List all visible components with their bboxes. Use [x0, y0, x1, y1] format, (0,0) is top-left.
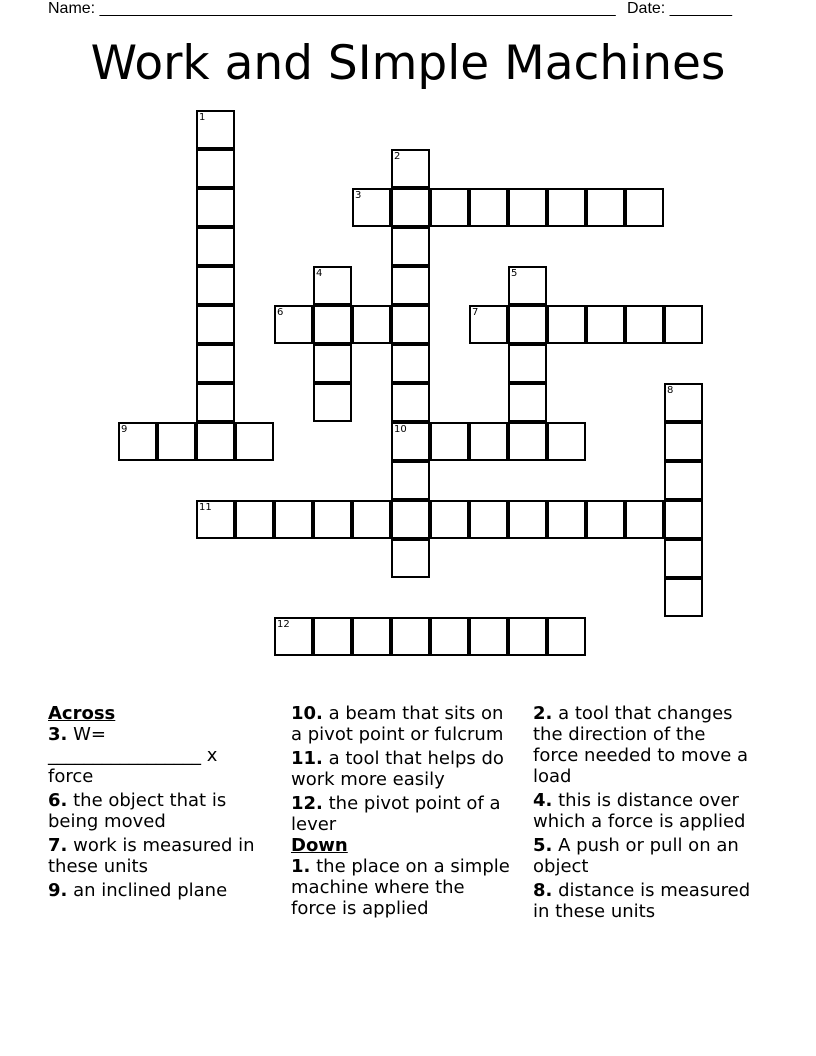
clue-text: work is measured in these units	[48, 835, 255, 877]
clue-number: 5.	[533, 835, 553, 856]
crossword-cell[interactable]	[430, 188, 469, 227]
clue-down-1	[291, 856, 513, 919]
crossword-cell[interactable]	[391, 383, 430, 422]
crossword-cell[interactable]	[196, 344, 235, 383]
crossword-cell[interactable]	[430, 500, 469, 539]
clue-number-label: 1	[199, 112, 206, 123]
clue-number-label: 7	[472, 307, 479, 318]
crossword-cell[interactable]	[313, 344, 352, 383]
crossword-cell[interactable]	[586, 188, 625, 227]
clue-text-force: force	[48, 766, 94, 787]
clue-number: 10.	[291, 703, 323, 724]
crossword-cell[interactable]	[508, 617, 547, 656]
clue-number-label: 10	[394, 424, 407, 435]
crossword-cell[interactable]	[508, 344, 547, 383]
crossword-cell[interactable]	[508, 188, 547, 227]
crossword-cell[interactable]	[625, 305, 664, 344]
crossword-cell[interactable]	[430, 617, 469, 656]
crossword-cell[interactable]	[313, 617, 352, 656]
clue-number-label: 2	[394, 151, 401, 162]
crossword-cell[interactable]	[508, 305, 547, 344]
clue-text: a tool that changes the direction of the force needed to move a load	[533, 703, 749, 787]
crossword-cell[interactable]	[508, 383, 547, 422]
clue-number: 2.	[533, 703, 553, 724]
clue-down-8	[533, 880, 755, 922]
clue-across-3	[48, 724, 270, 787]
crossword-cell[interactable]	[313, 305, 352, 344]
crossword-cell[interactable]	[586, 500, 625, 539]
crossword-cell[interactable]	[625, 188, 664, 227]
crossword-cell[interactable]	[196, 305, 235, 344]
clue-across-11	[291, 748, 513, 790]
clue-text: distance is measured in these units	[533, 880, 751, 922]
crossword-cell[interactable]	[235, 422, 274, 461]
crossword-cell[interactable]	[391, 461, 430, 500]
crossword-cell[interactable]	[508, 422, 547, 461]
clue-number-label: 5	[511, 268, 518, 279]
down-heading: Down	[291, 835, 348, 856]
clue-number-label: 8	[667, 385, 674, 396]
crossword-cell[interactable]	[469, 188, 508, 227]
crossword-cell[interactable]	[196, 266, 235, 305]
crossword-cell[interactable]	[547, 188, 586, 227]
clue-number-label: 9	[121, 424, 128, 435]
name-line: __________________________________________________________	[99, 0, 616, 17]
clue-across-9	[48, 880, 270, 901]
clue-text: W=	[73, 724, 106, 745]
name-field	[48, 0, 616, 18]
clues-column-3	[533, 703, 755, 925]
crossword-cell[interactable]	[430, 422, 469, 461]
crossword-cell[interactable]	[391, 539, 430, 578]
crossword-cell[interactable]	[196, 422, 235, 461]
clue-text-x: x	[206, 745, 218, 766]
clue-number: 6.	[48, 790, 68, 811]
crossword-cell[interactable]	[664, 305, 703, 344]
clue-number: 4.	[533, 790, 553, 811]
crossword-cell[interactable]	[547, 500, 586, 539]
crossword-cell[interactable]	[352, 500, 391, 539]
clue-text: the pivot point of a lever	[291, 793, 501, 835]
clue-down-2	[533, 703, 755, 787]
clue-number-label: 6	[277, 307, 284, 318]
crossword-cell[interactable]	[391, 188, 430, 227]
date-field	[627, 0, 732, 18]
crossword-cell[interactable]	[313, 383, 352, 422]
clue-across-7	[48, 835, 270, 877]
clue-across-12	[291, 793, 513, 835]
clue-text: a beam that sits on a pivot point or fulcrum	[291, 703, 504, 745]
crossword-cell[interactable]	[469, 617, 508, 656]
crossword-cell[interactable]	[196, 188, 235, 227]
clue-text: A push or pull on an object	[533, 835, 739, 877]
clue-number: 8.	[533, 880, 553, 901]
crossword-cell[interactable]	[664, 539, 703, 578]
clue-number: 12.	[291, 793, 323, 814]
crossword-cell[interactable]	[547, 305, 586, 344]
clue-number: 3.	[48, 724, 68, 745]
crossword-cell[interactable]	[547, 617, 586, 656]
across-heading: Across	[48, 703, 116, 724]
crossword-cell[interactable]	[196, 227, 235, 266]
date-label: Date:	[627, 0, 666, 17]
crossword-cell[interactable]	[391, 500, 430, 539]
date-line: _______	[669, 0, 732, 17]
clue-number-label: 12	[277, 619, 290, 630]
crossword-cell[interactable]	[274, 500, 313, 539]
crossword-cell[interactable]	[469, 500, 508, 539]
crossword-cell[interactable]	[586, 305, 625, 344]
clue-number: 9.	[48, 880, 68, 901]
crossword-cell[interactable]	[391, 266, 430, 305]
clue-down-4	[533, 790, 755, 832]
clue-down-5	[533, 835, 755, 877]
crossword-cell[interactable]	[313, 500, 352, 539]
crossword-cell[interactable]	[664, 422, 703, 461]
crossword-cell[interactable]	[235, 500, 274, 539]
clue-text: an inclined plane	[73, 880, 228, 901]
clue-text: the place on a simple machine where the force is applied	[291, 856, 510, 919]
crossword-cell[interactable]	[508, 500, 547, 539]
crossword-cell[interactable]	[664, 461, 703, 500]
crossword-cell[interactable]	[391, 617, 430, 656]
crossword-cell[interactable]	[352, 305, 391, 344]
clue-text: this is distance over which a force is applied	[533, 790, 746, 832]
crossword-cell[interactable]	[391, 227, 430, 266]
clues-column-1	[48, 703, 270, 904]
crossword-cell[interactable]	[547, 422, 586, 461]
name-label: Name:	[48, 0, 96, 17]
clue-number: 1.	[291, 856, 311, 877]
crossword-cell[interactable]	[469, 422, 508, 461]
crossword-cell[interactable]	[625, 500, 664, 539]
crossword-cell[interactable]	[391, 305, 430, 344]
clue-text: the object that is being moved	[48, 790, 227, 832]
page-title: Work and SImple Machines	[90, 36, 726, 91]
answer-blank: _________________	[48, 745, 201, 766]
clue-text: a tool that helps do work more easily	[291, 748, 504, 790]
crossword-cell[interactable]	[664, 578, 703, 617]
clue-number-label: 4	[316, 268, 323, 279]
crossword-cell[interactable]	[391, 344, 430, 383]
clue-number-label: 3	[355, 190, 362, 201]
crossword-cell[interactable]	[352, 617, 391, 656]
clue-number-label: 11	[199, 502, 212, 513]
clue-across-6	[48, 790, 270, 832]
crossword-cell[interactable]	[196, 383, 235, 422]
crossword-cell[interactable]	[157, 422, 196, 461]
clue-across-10	[291, 703, 513, 745]
clue-number: 7.	[48, 835, 68, 856]
clue-number: 11.	[291, 748, 323, 769]
crossword-cell[interactable]	[196, 149, 235, 188]
crossword-cell[interactable]	[664, 500, 703, 539]
clues-column-2	[291, 703, 513, 922]
